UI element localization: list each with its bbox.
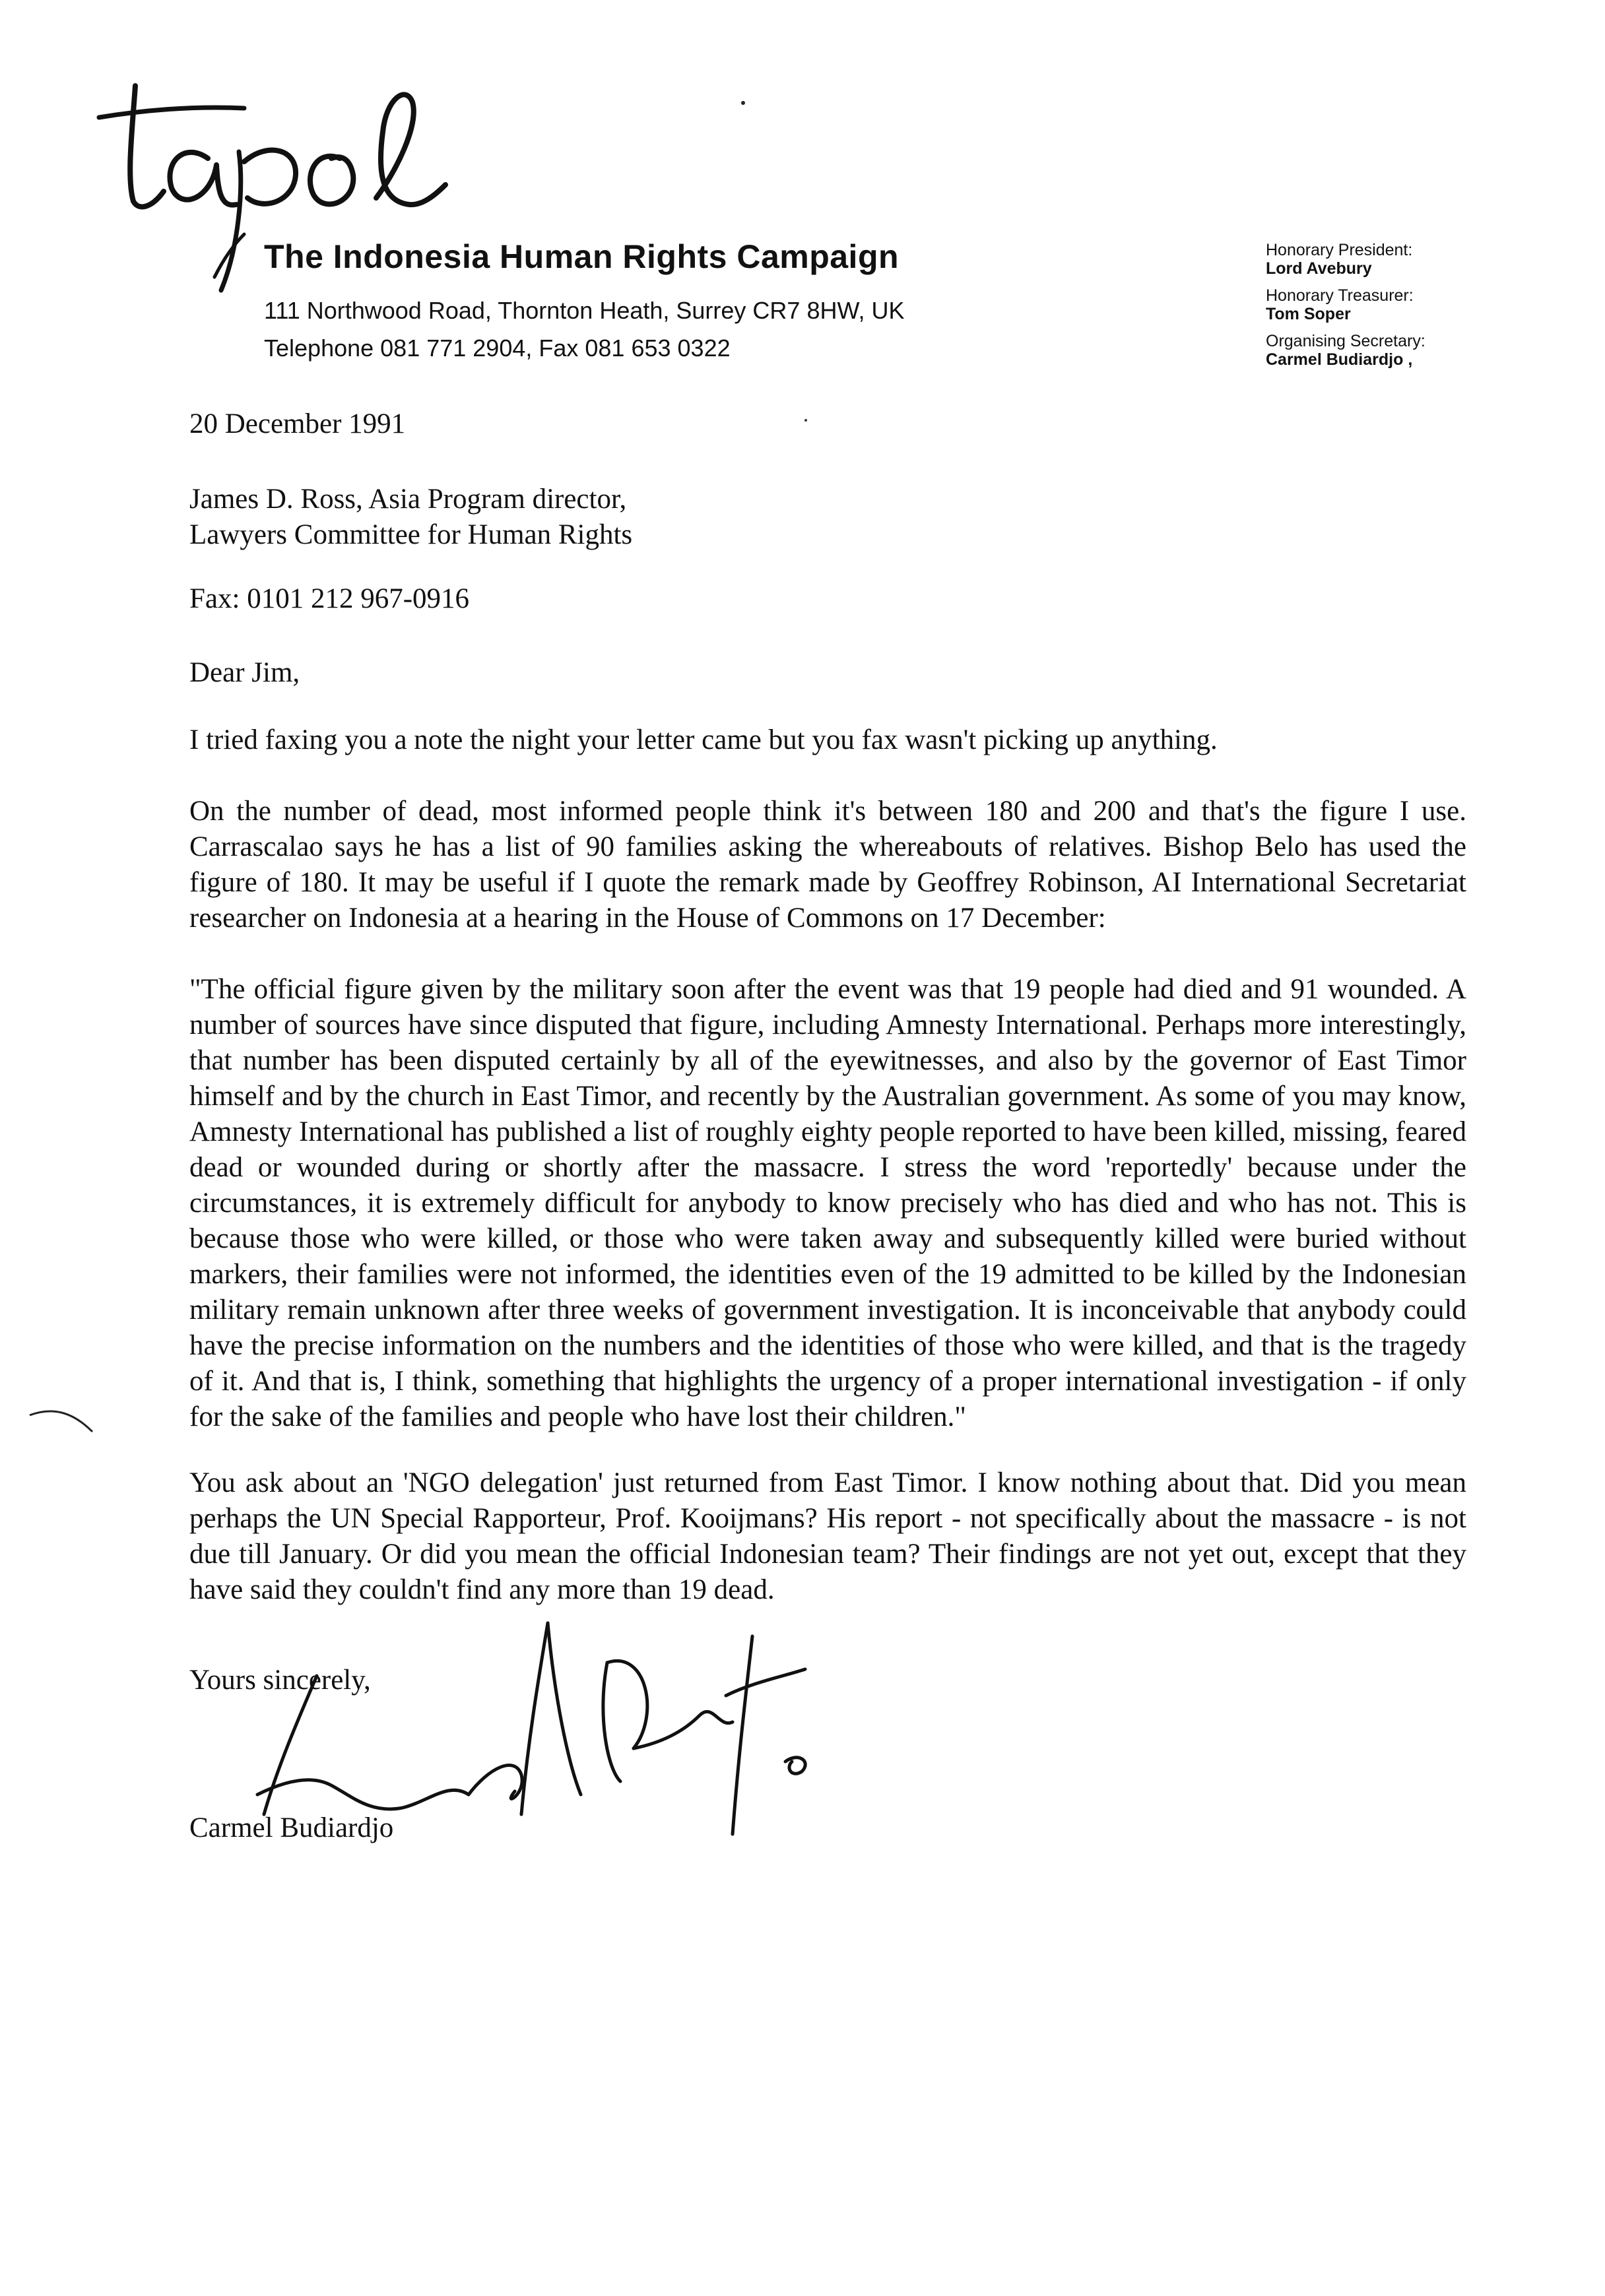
officer-treasurer [1266, 287, 1543, 323]
body-paragraph: I tried faxing you a note the night your letter came but you fax wasn't picking up anything. [189, 724, 1218, 755]
recipient-line: James D. Ross, Asia Program director, [189, 484, 627, 515]
officer-president [1266, 241, 1543, 278]
officer-name: Tom Soper [1266, 304, 1351, 323]
recipient-line: Lawyers Committee for Human Rights [189, 519, 633, 550]
org-address: 111 Northwood Road, Thornton Heath, Surrey CR7 8HW, UK [264, 297, 905, 324]
signature [238, 1597, 832, 1847]
officer-name: Lord Avebury [1266, 259, 1372, 278]
letter-date: 20 December 1991 [189, 408, 406, 439]
org-phone: Telephone 081 771 2904, Fax 081 653 0322 [264, 335, 731, 362]
scan-mark [26, 1399, 99, 1438]
officer-name: Carmel Budiardjo , [1266, 350, 1413, 369]
officer-role: Honorary President: [1266, 241, 1413, 259]
org-name: The Indonesia Human Rights Campaign [264, 238, 900, 275]
scan-speck [802, 417, 809, 424]
body-paragraph: On the number of dead, most informed people think it's between 180 and 200 and that's the figure I use. Carrascalao says he has a list of 90 families asking the whereabouts of relatives. Bishop Belo has used the figure of 180. It may be useful if I quote the remark made by Geoffrey Robinson, AI International Secretariat researcher on Indonesia at a hearing in the House of Commons on 17 December: [189, 796, 1466, 934]
officer-role: Honorary Treasurer: [1266, 286, 1414, 305]
officers-list [1266, 241, 1543, 378]
officer-role: Organising Secretary: [1266, 332, 1425, 350]
recipient-block [189, 482, 632, 553]
scan-speck [739, 99, 747, 107]
closing: Yours sincerely, [189, 1665, 371, 1696]
signatory-name: Carmel Budiardjo [189, 1812, 394, 1843]
letter-body [189, 722, 1466, 1643]
body-paragraph: You ask about an 'NGO delegation' just returned from East Timor. I know nothing about that. Did you mean perhaps the UN Special Rapporteur, Prof. Kooijmans? His report - not specifically about the massacre - is not due till January. Or did you mean the official Indonesian team? Their findings are not yet out, except that they have said they couldn't find any more than 19 dead. [189, 1467, 1466, 1605]
quoted-paragraph: "The official figure given by the military soon after the event was that 19 people had died and 91 wounded. A number of sources have since disputed that figure, including Amnesty International. Perhaps more interestingly, that number has been disputed certainly by all of the eyewitnesses, and also by the governor of East Timor himself and by the church in East Timor, and recently by the Australian government. As some of you may know, Amnesty International has published a list of roughly eighty people reported to have been killed, missing, feared dead or wounded during or shortly after the massacre. I stress the word 'reportedly' because under the circumstances, it is extremely difficult for anybody to know precisely who has died and who has not. This is because those who were killed, or those who were taken away and subsequently killed were buried without markers, their families were not informed, the identities even of the 19 admitted to be killed by the Indonesian military remain unknown after three weeks of government investigation. It is inconceivable that anybody could have the precise information on the numbers and the identities of those who were killed, and that is the tragedy of it. And that is, I think, something that highlights the urgency of a proper international investigation - if only for the sake of the families and people who have lost their children." [189, 974, 1466, 1432]
recipient-fax: Fax: 0101 212 967-0916 [189, 583, 470, 614]
officer-secretary [1266, 333, 1543, 369]
salutation: Dear Jim, [189, 657, 300, 688]
